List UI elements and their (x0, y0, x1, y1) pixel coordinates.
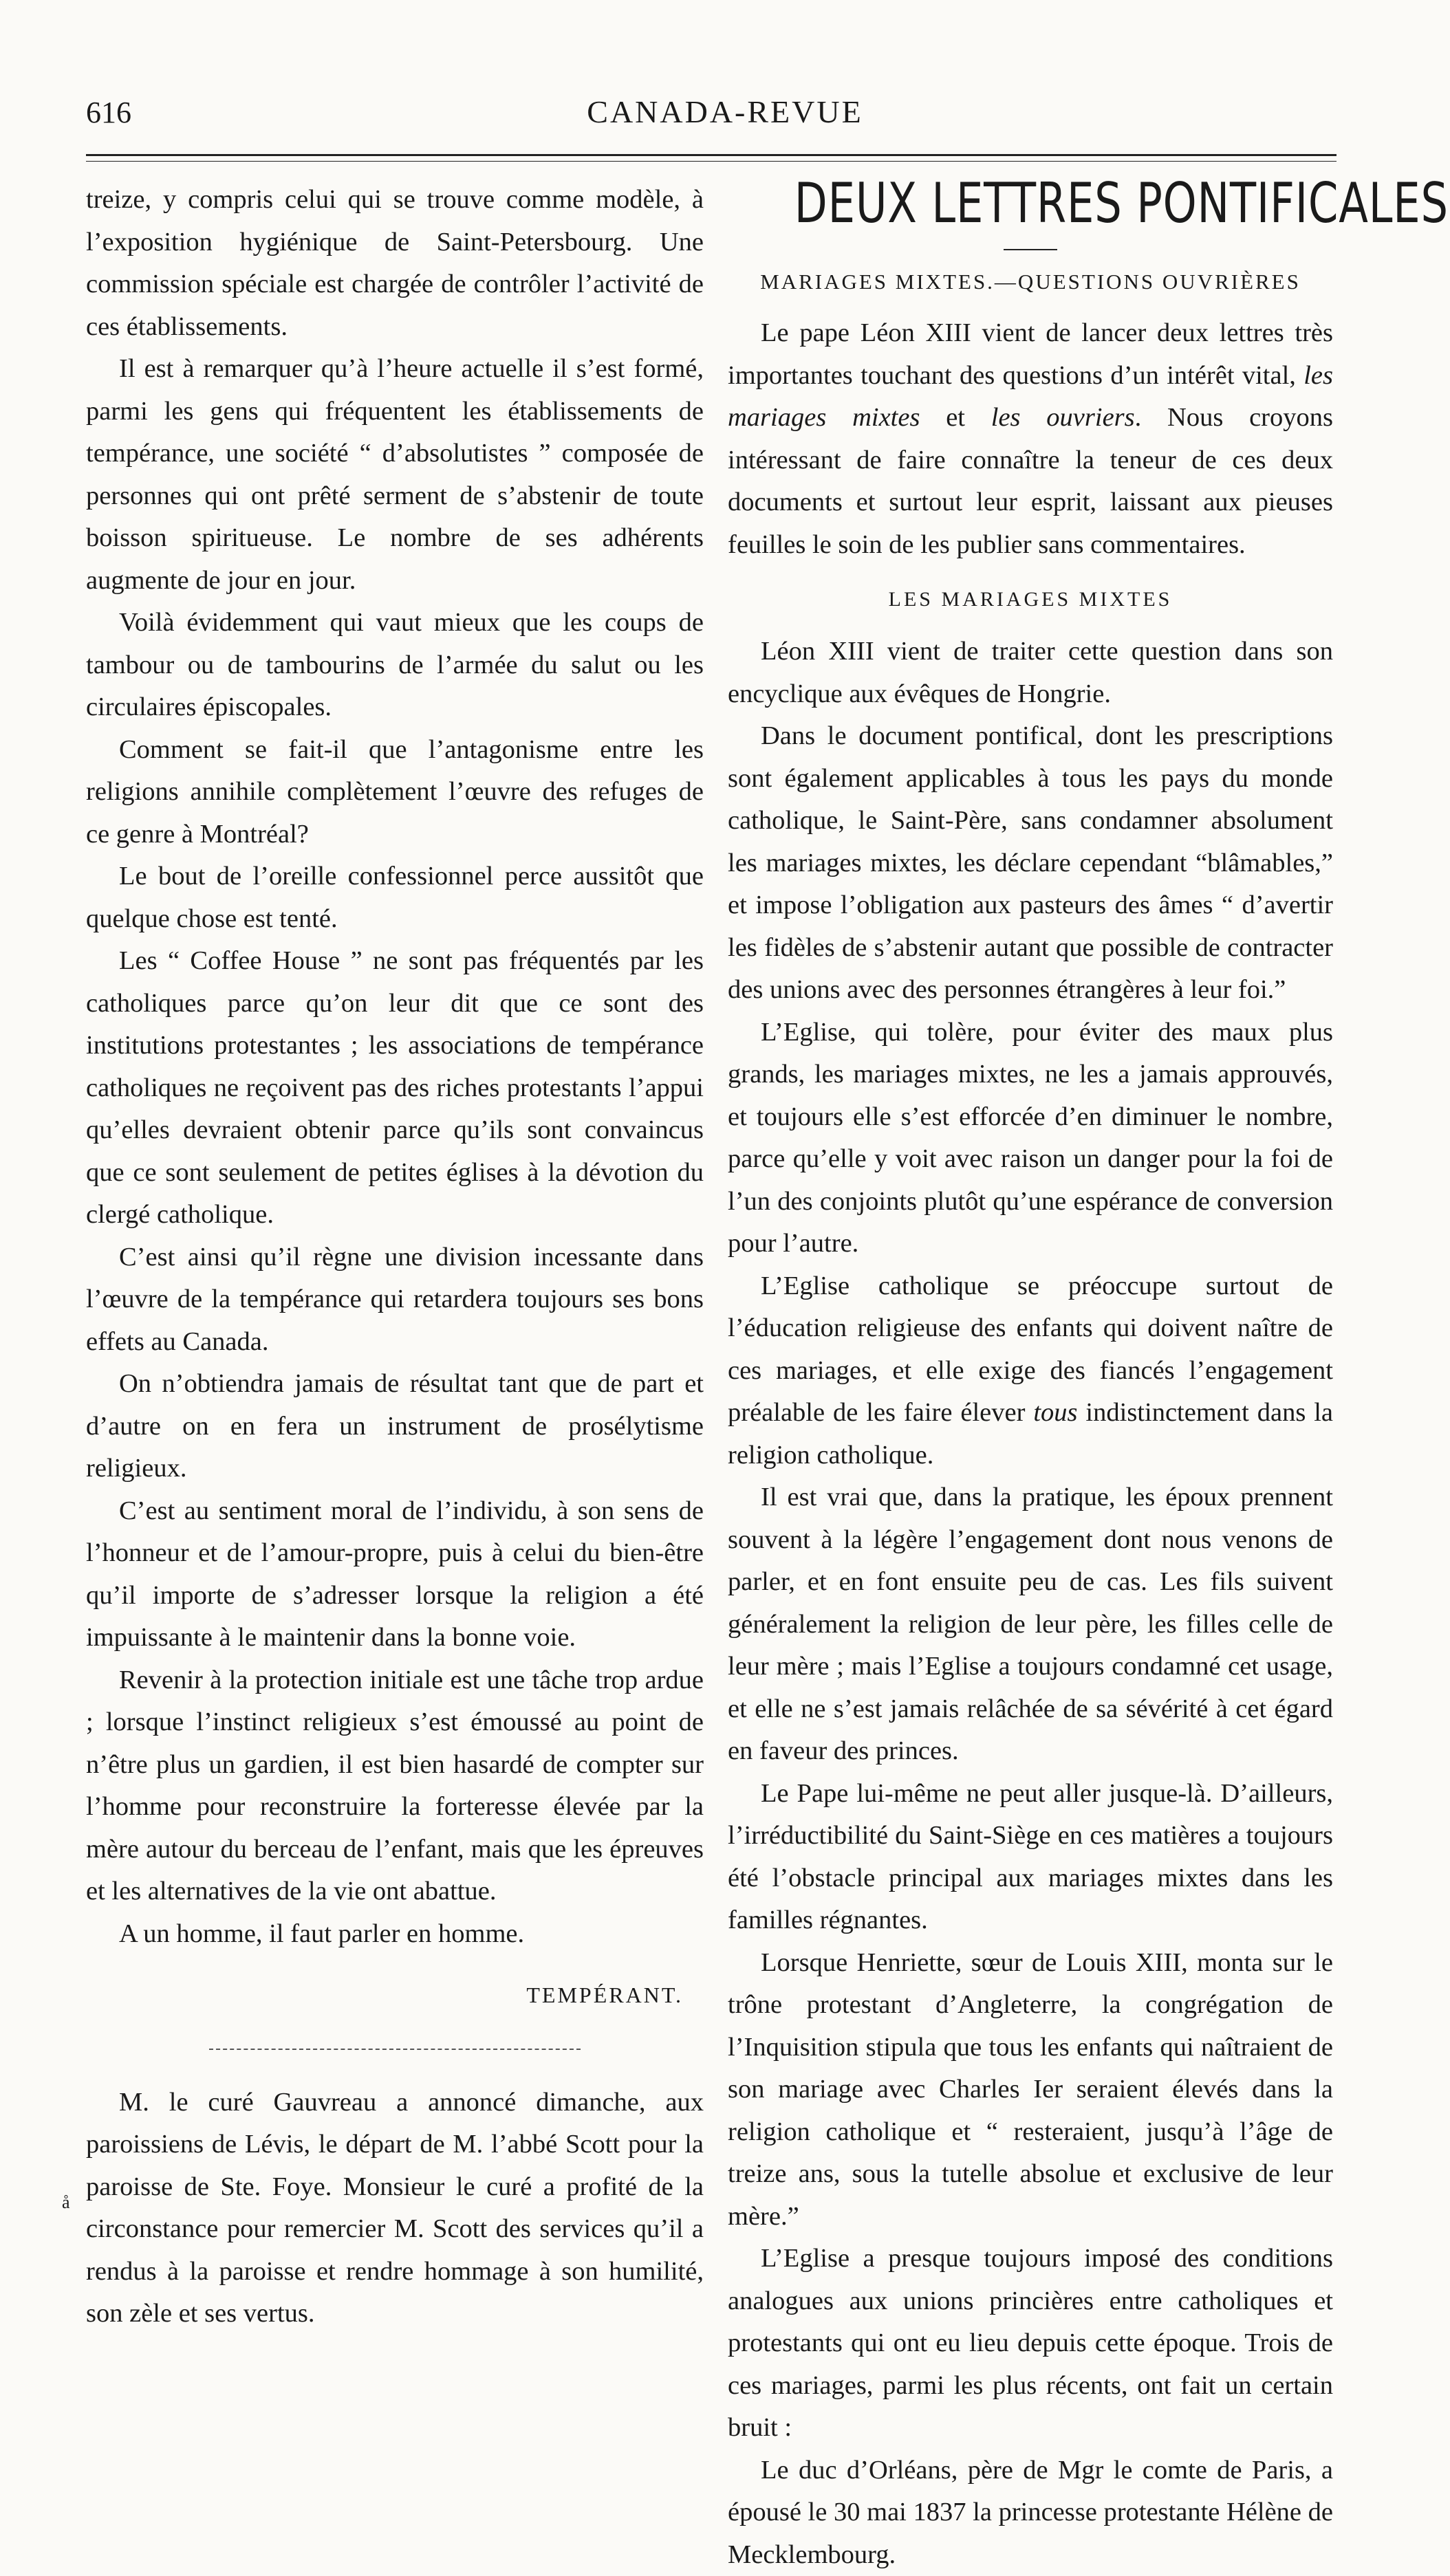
title-rule (1004, 249, 1057, 250)
header-rule-bottom (86, 161, 1337, 162)
paragraph: Le bout de l’oreille confessionnel perce aussitôt que quelque chose est tenté. (86, 855, 704, 940)
article-subtitle: MARIAGES MIXTES.—QUESTIONS OUVRIÈRES (728, 267, 1333, 297)
paragraph: Il est vrai que, dans la pratique, les époux prennent souvent à la légère l’engagement dont nous venons de parler, et en font ensuite peu de cas. Les fils suivent généralement la religion de leur père, les filles celle de leur mère ; mais l’Eglise a toujours condamné cet usage, et elle ne s’est jamais relâchée de sa sévérité à cet égard en faveur des princes. (728, 1476, 1333, 1773)
emphasis: les ouvriers (991, 403, 1135, 432)
margin-mark: å (62, 2192, 70, 2213)
paragraph: C’est au sentiment moral de l’individu, à son sens de l’honneur et de l’amour-propre, puis à celui du bien-être qu’il importe de s’adresser lorsque la religion a été impuissante à le maintenir dans la bonne voie. (86, 1490, 704, 1659)
paragraph: Dans le document pontifical, dont les prescriptions sont également applicables à tous les pays du monde catholique, le Saint-Père, sans condamner absolument les mariages mixtes, les déclare cependant “blâmables,” et impose l’obligation aux pasteurs des âmes “ d’avertir les fidèles de s’abstenir autant que possible de contracter des unions avec des personnes étrangères à leur foi.” (728, 715, 1333, 1012)
paragraph: Le duc d’Orléans, père de Mgr le comte de Paris, a épousé le 30 mai 1837 la princesse protestante Hélène de Mecklembourg. (728, 2449, 1333, 2576)
emphasis: tous (1033, 1398, 1077, 1427)
running-head: CANADA-REVUE (0, 94, 1450, 130)
header-rule-top (86, 154, 1337, 156)
paragraph: L’Eglise catholique se préoccupe surtout de l’éducation religieuse des enfants qui doivent naître de ces mariages, et elle exige des fiancés l’engagement préalable de les faire élever tous indistinctement dans la religion catholique. (728, 1265, 1333, 1477)
paragraph: Voilà évidemment qui vaut mieux que les coups de tambour ou de tambourins de l’armée du salut ou les circulaires épiscopales. (86, 602, 704, 729)
paragraph: Revenir à la protection initiale est une tâche trop ardue ; lorsque l’instinct religieux s’est émoussé au point de n’être plus un gardien, il est bien hasardé de compter sur l’homme pour reconstruire la forteresse élevée par la mère autour du berceau de l’enfant, mais que les épreuves et les alternatives de la vie ont abattue. (86, 1659, 704, 1913)
intro-paragraph: Le pape Léon XIII vient de lancer deux lettres très importantes touchant des questions d’un intérêt vital, les mariages mixtes et les ouvriers. Nous croyons intéressant de faire connaître la teneur de ces deux documents et surtout leur esprit, laissant aux pieuses feuilles le soin de les publier sans commentaires. (728, 312, 1333, 566)
left-column (86, 179, 704, 2335)
paragraph: Comment se fait-il que l’antagonisme entre les religions annihile complètement l’œuvre des refuges de ce genre à Montréal? (86, 729, 704, 856)
paragraph: Lorsque Henriette, sœur de Louis XIII, monta sur le trône protestant d’Angleterre, la congrégation de l’Inquisition stipula que tous les enfants qui naîtraient de son mariage avec Charles Ier seraient élevés dans la religion catholique et “ resteraient, jusqu’à l’âge de treize ans, sous la tutelle absolue et exclusive de leur mère.” (728, 1942, 1333, 2238)
paragraph: C’est ainsi qu’il règne une division incessante dans l’œuvre de la tempérance qui retardera toujours ses bons effets au Canada. (86, 1236, 704, 1364)
paragraph: L’Eglise a presque toujours imposé des conditions analogues aux unions princières entre catholiques et protestants qui ont eu lieu depuis cette époque. Trois de ces mariages, parmi les plus récents, ont fait un certain bruit : (728, 2238, 1333, 2449)
emphasis: les mariages mixtes (728, 361, 1333, 433)
page-number: 616 (86, 95, 131, 130)
paragraph: treize, y compris celui qui se trouve comme modèle, à l’exposition hygiénique de Saint-Petersbourg. Une commission spéciale est chargée de contrôler l’activité de ces établissements. (86, 179, 704, 348)
article-title: DEUX LETTRES PONTIFICALES (794, 169, 1266, 238)
right-column (728, 164, 1333, 2576)
signature: TEMPÉRANT. (86, 1974, 704, 2017)
paragraph: On n’obtiendra jamais de résultat tant que de part et d’autre on en fera un instrument de prosélytisme religieux. (86, 1363, 704, 1490)
section-heading: LES MARIAGES MIXTES (728, 585, 1333, 614)
paragraph: Les “ Coffee House ” ne sont pas fréquentés par les catholiques parce qu’on leur dit que ce sont des institutions protestantes ; les associations de tempérance catholiques ne reçoivent pas des riches protestants l’appui qu’elles devraient obtenir parce qu’ils sont convaincus que ce sont seulement de petites églises à la dévotion du clergé catholique. (86, 940, 704, 1236)
paragraph: Le Pape lui-même ne peut aller jusque-là. D’ailleurs, l’irréductibilité du Saint-Siège en ces matières a toujours été l’obstacle principal aux mariages mixtes dans les familles régnantes. (728, 1773, 1333, 1942)
section-divider (209, 2049, 581, 2050)
paragraph: A un homme, il faut parler en homme. (86, 1913, 704, 1956)
paragraph: Léon XIII vient de traiter cette question dans son encyclique aux évêques de Hongrie. (728, 631, 1333, 715)
news-item: M. le curé Gauvreau a annoncé dimanche, aux paroissiens de Lévis, le départ de M. l’abbé Scott pour la paroisse de Ste. Foye. Monsieur le curé a profité de la circonstance pour remercier M. Scott des services qu’il a rendus à la paroisse et rendre hommage à son humilité, son zèle et ses vertus. (86, 2082, 704, 2335)
paragraph: Il est à remarquer qu’à l’heure actuelle il s’est formé, parmi les gens qui fréquentent les établissements de tempérance, une société “ d’absolutistes ” composée de personnes qui ont prêté serment de s’abstenir de toute boisson spiritueuse. Le nombre de ses adhérents augmente de jour en jour. (86, 348, 704, 602)
paragraph: L’Eglise, qui tolère, pour éviter des maux plus grands, les mariages mixtes, ne les a jamais approuvés, et toujours elle s’est efforcée d’en diminuer le nombre, parce qu’elle y voit avec raison un danger pour la foi de l’un des conjoints plutôt qu’une espérance de conversion pour l’autre. (728, 1012, 1333, 1265)
